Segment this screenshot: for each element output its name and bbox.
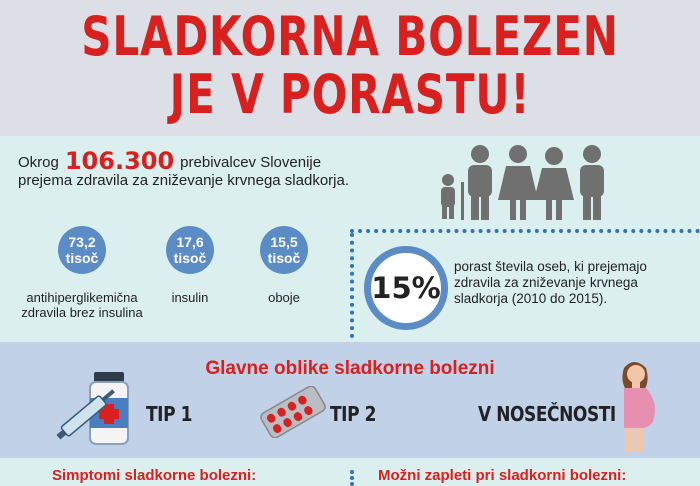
intro-number: 106.300 [64, 147, 175, 175]
pregnant-woman-icon [612, 358, 660, 454]
stat-unit: tisoč [65, 250, 99, 266]
stat-unit: tisoč [173, 250, 207, 266]
header-section [0, 0, 700, 136]
types-heading: Glavne oblike sladkorne bolezni [205, 358, 495, 379]
stat-value: 15,5 [270, 234, 298, 250]
intro-suffix: prebivalcev Slovenije [180, 154, 322, 171]
dotted-divider-horizontal [350, 229, 700, 233]
family-icon [434, 142, 614, 220]
growth-percent-circle: 15% [364, 246, 448, 330]
diabetes-types-section [0, 342, 700, 458]
stats-section [0, 136, 700, 342]
type-2-label: TIP 2 [330, 402, 377, 426]
complications-heading: Možni zapleti pri sladkorni bolezni: [378, 467, 627, 484]
title-line-2: JE V PORASTU! [169, 63, 531, 126]
type-1-label: TIP 1 [146, 402, 193, 426]
stat-circle-1 [58, 226, 106, 274]
intro-line-2: prejema zdravila za zniževanje krvnega sladkorja. [18, 172, 349, 189]
symptoms-heading: Simptomi sladkorne bolezni: [52, 467, 257, 484]
dotted-divider-vertical [350, 233, 354, 338]
insulin-syringe-icon [56, 368, 140, 450]
pregnancy-label: V NOSEČNOSTI [478, 402, 616, 426]
stat-value: 73,2 [68, 234, 96, 250]
stat-label-1: antihiperglikemična zdravila brez insulina [21, 290, 143, 320]
dotted-divider-bottom [350, 470, 354, 486]
intro-prefix: Okrog [18, 154, 59, 171]
intro-text [18, 147, 349, 190]
bottom-section [0, 458, 700, 486]
stat-circle-3 [260, 226, 308, 274]
stat-unit: tisoč [267, 250, 301, 266]
growth-description: porast števila oseb, ki prejemajo zdravila za zniževanje krvnega sladkorja (2010 do 2015). [454, 259, 647, 306]
stat-value: 17,6 [176, 234, 204, 250]
title-line-1: SLADKORNA BOLEZEN [81, 5, 619, 68]
pill-blister-icon [258, 386, 328, 438]
stat-label-3: oboje [268, 290, 300, 305]
stat-circle-2 [166, 226, 214, 274]
stat-label-2: insulin [171, 290, 209, 305]
